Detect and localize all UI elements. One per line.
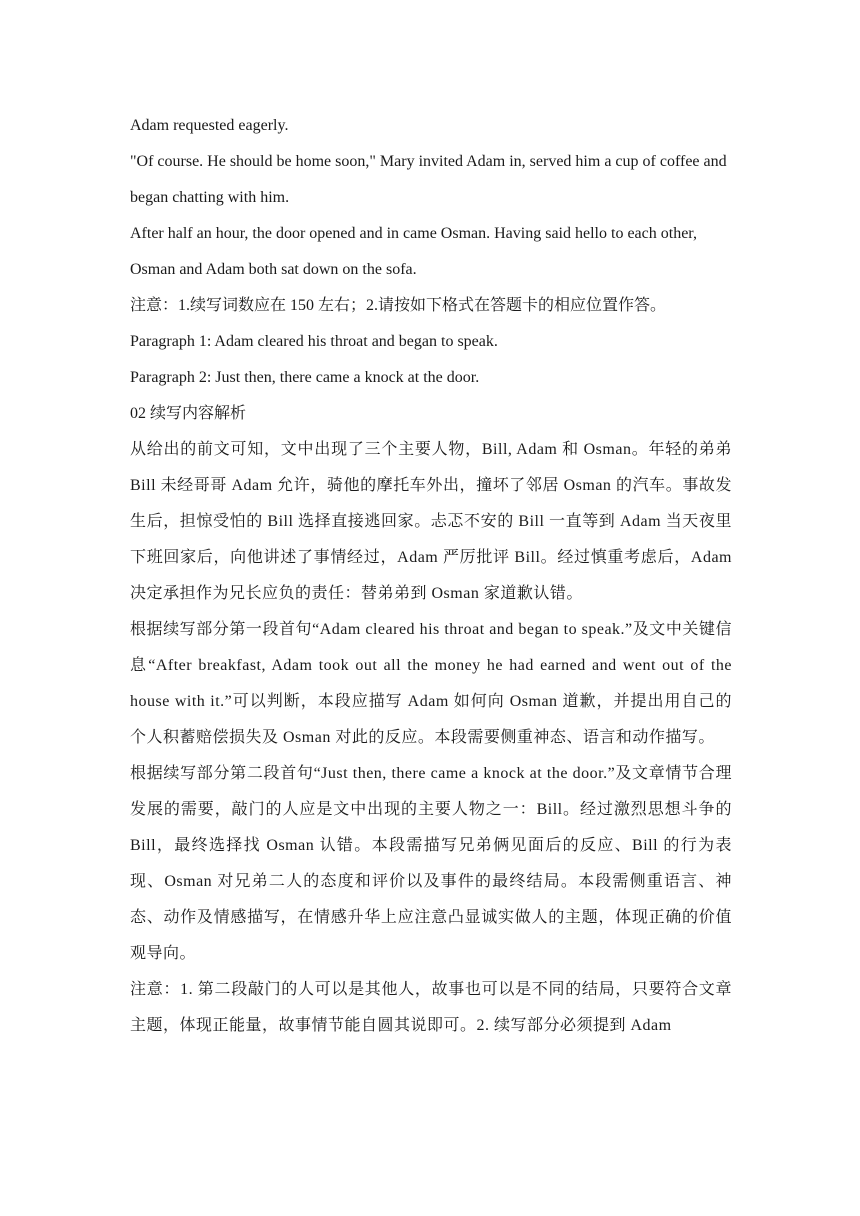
writing-requirement-note: 注意：1.续写词数应在 150 左右；2.请按如下格式在答题卡的相应位置作答。 xyxy=(130,297,667,314)
story-line-adam-requested: Adam requested eagerly. xyxy=(130,117,289,134)
section-heading: 02 续写内容解析 xyxy=(130,405,247,422)
story-line-mary-invited: "Of course. He should be home soon," Mary invited Adam in, served him a cup of coffee and began chatting with him. xyxy=(130,153,727,206)
analysis-summary: 从给出的前文可知，文中出现了三个主要人物，Bill, Adam 和 Osman。年轻的弟弟 Bill 未经哥哥 Adam 允许，骑他的摩托车外出，撞坏了邻居 Osman 的汽车。事故发生后，担惊受怕的 Bill 选择直接逃回家。忐忑不安的 Bill 一直等到 Adam 当天夜里下班回家后，向他讲述了事情经过，Adam 严厉批评 Bill。经过慎重考虑后，Adam 决定承担作为兄长应负的责任：替弟弟到 Osman 家道歉认错。 xyxy=(130,441,732,602)
analysis-paragraph-2: 根据续写部分第二段首句“Just then, there came a knock at the door.”及文章情节合理发展的需要，敲门的人应是文中出现的主要人物之一：Bill。经过激烈思想斗争的 Bill，最终选择找 Osman 认错。本段需描写兄弟俩见面后的反应、Bill 的行为表现、Osman 对兄弟二人的态度和评价以及事件的最终结局。本段需侧重语言、神态、动作及情感描写，在情感升华上应注意凸显诚实做人的主题，体现正确的价值观导向。 xyxy=(130,765,732,962)
story-line-osman-arrived: After half an hour, the door opened and in came Osman. Having said hello to each other, Osman and Adam both sat down on the sofa. xyxy=(130,225,697,278)
analysis-paragraph-1: 根据续写部分第一段首句“Adam cleared his throat and began to speak.”及文中关键信息“After breakfast, Adam took out all the money he had earned and went out of the house with it.”可以判断，本段应描写 Adam 如何向 Osman 道歉，并提出用自己的个人积蓄赔偿损失及 Osman 对此的反应。本段需要侧重神态、语言和动作描写。 xyxy=(130,621,732,746)
paragraph-2-prompt: Paragraph 2: Just then, there came a knock at the door. xyxy=(130,369,480,386)
document-page xyxy=(130,108,732,1044)
final-note: 注意：1. 第二段敲门的人可以是其他人，故事也可以是不同的结局，只要符合文章主题，体现正能量，故事情节能自圆其说即可。2. 续写部分必须提到 Adam xyxy=(130,981,732,1034)
paragraph-1-prompt: Paragraph 1: Adam cleared his throat and began to speak. xyxy=(130,333,498,350)
